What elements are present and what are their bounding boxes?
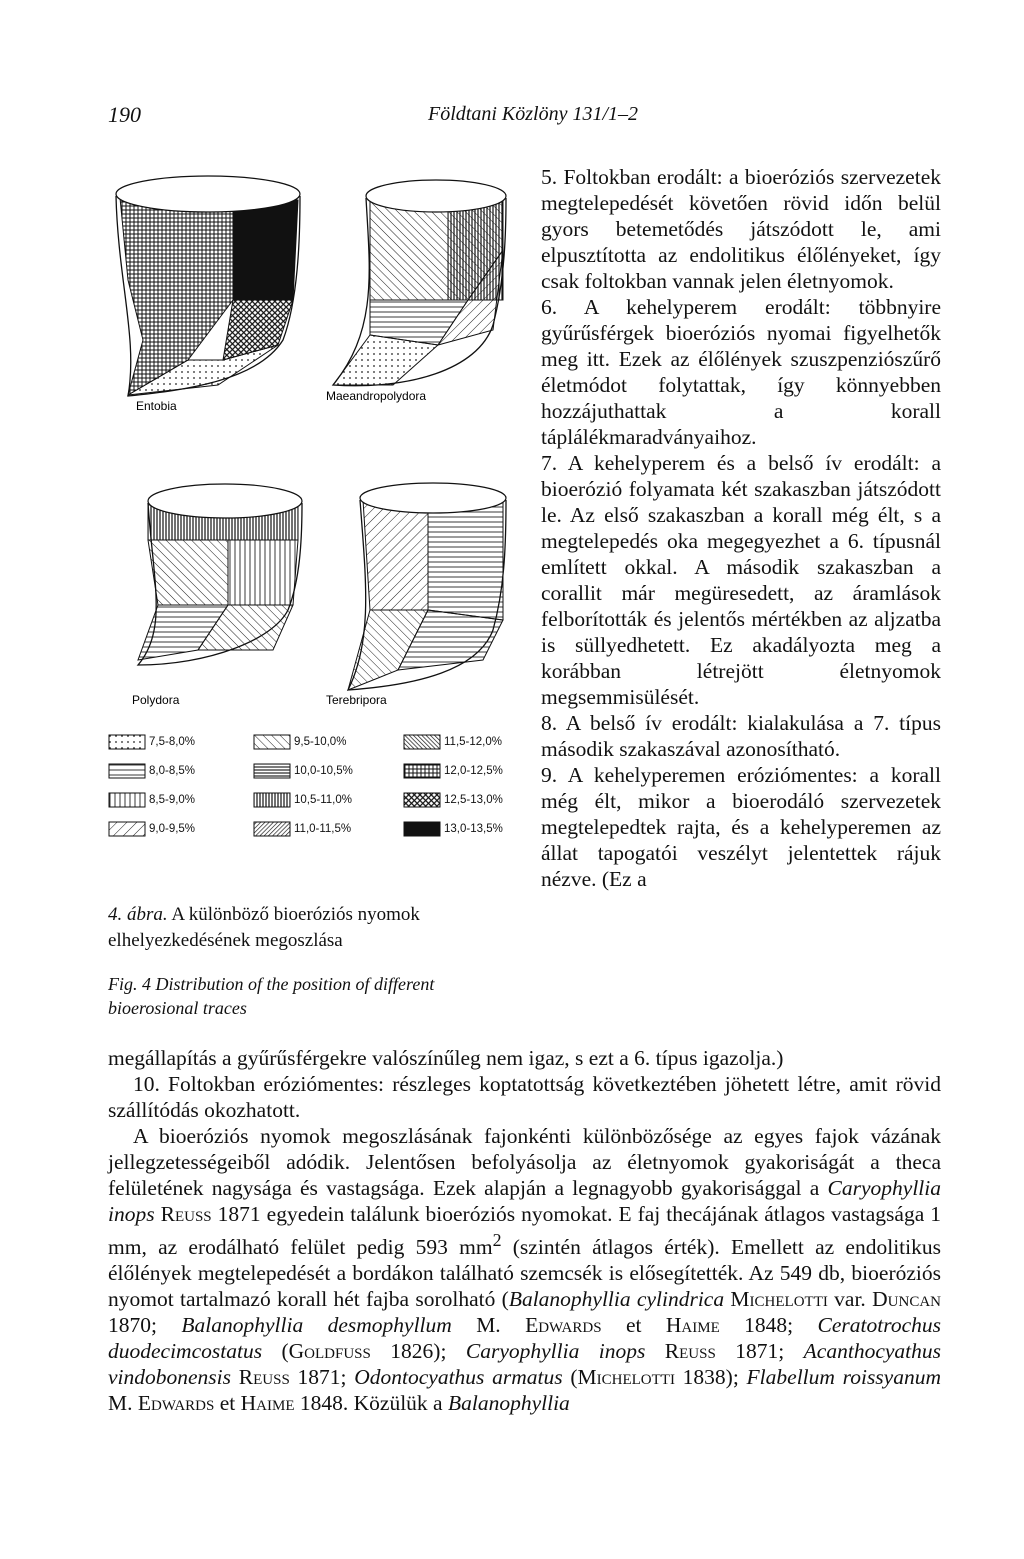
page-number: 190 bbox=[108, 102, 141, 127]
legend-item bbox=[403, 734, 533, 750]
caption-text: A különböző bioeróziós nyomok elhelyezkedésének megoszlása bbox=[108, 904, 420, 951]
legend-item bbox=[108, 792, 253, 808]
legend-item bbox=[403, 821, 533, 837]
text-run: et bbox=[601, 1313, 666, 1338]
legend-label: 10,5-11,0% bbox=[294, 794, 352, 806]
legend-item bbox=[403, 763, 533, 779]
right-column-text bbox=[541, 164, 941, 892]
author-name: Reuss bbox=[160, 1202, 212, 1226]
text-run: 1848; bbox=[719, 1313, 818, 1338]
legend-swatch bbox=[253, 792, 291, 808]
text-run: A bioeróziós nyomok megoszlásának fajonkénti különbözősége az egyes fajok vázának jellegzetességeiből adódik. Jelentősen befolyásolja az életnyomok gyakoriságát a theca felületének nagysága és vastagsága. Ezek alapján a legnagyobb gyakorisággal a bbox=[108, 1124, 941, 1200]
author-name: Reuss bbox=[238, 1365, 290, 1390]
coral-diagram-maeandropolydora bbox=[333, 180, 506, 386]
species-name: Caryophyllia inops bbox=[465, 1339, 646, 1364]
paragraph-item-6: 6. A kehelyperem erodált: többnyire gyűrűsférgek bioeróziós nyomai figyelhetők meg itt. Ezek az élőlények szuszpenziószűrő életmódot folytattak, így könnyebben hozzájuthattak a korall táplálékmaradványaihoz. bbox=[541, 295, 941, 449]
legend-swatch bbox=[403, 734, 441, 750]
legend-label: 11,0-11,5% bbox=[294, 823, 352, 835]
species-name: Odontocyathus armatus bbox=[354, 1365, 563, 1390]
legend-label: 12,5-13,0% bbox=[444, 794, 503, 806]
coral-diagram-terebripora bbox=[348, 483, 506, 690]
paragraph-item-9-continued: megállapítás a gyűrűsférgekre valószínűleg nem igaz, s ezt a 6. típus igazolja.) bbox=[108, 1046, 784, 1070]
author-name: Michelotti bbox=[577, 1365, 675, 1390]
legend-label: 8,5-9,0% bbox=[149, 794, 196, 806]
paragraph-item-9: 9. A kehelyperemen eróziómentes: a korall még élt, mikor a bioerodáló szervezetek megtelepedtek rajta, és a kehelyperemen az állat tapogatói veszélyt jelentettek rájuk nézve. (Ez a bbox=[541, 763, 941, 891]
legend-label: 10,0-10,5% bbox=[294, 765, 353, 777]
legend-item bbox=[253, 763, 403, 779]
legend-swatch bbox=[108, 763, 146, 779]
legend-item bbox=[108, 734, 253, 750]
legend-swatch bbox=[253, 763, 291, 779]
panel-label-maeandropolydora: Maeandropolydora bbox=[326, 389, 427, 403]
text-run: 1871; bbox=[289, 1365, 355, 1390]
legend-swatch bbox=[403, 763, 441, 779]
legend-item bbox=[253, 821, 403, 837]
paragraph-item-10: 10. Foltokban eróziómentes: részleges koptatottság következtében jöhetett létre, amit rövid szállítódás okozhatott. bbox=[108, 1072, 941, 1122]
legend-label: 8,0-8,5% bbox=[149, 765, 196, 777]
author-name: Duncan bbox=[872, 1287, 941, 1312]
figure-legend bbox=[108, 734, 528, 837]
species-name: Ceratotrochus duodecimcostatus bbox=[108, 1313, 941, 1364]
coral-diagram-entobia bbox=[116, 176, 300, 396]
legend-swatch bbox=[108, 821, 146, 837]
author-name: Reuss bbox=[664, 1339, 716, 1364]
legend-swatch bbox=[108, 734, 146, 750]
species-name: Balanophyllia cylindrica bbox=[508, 1287, 725, 1312]
text-run: ( bbox=[562, 1365, 578, 1390]
species-name: Balanophyllia bbox=[447, 1391, 570, 1416]
legend-label: 9,5-10,0% bbox=[294, 736, 347, 748]
text-run: 1871 egyedein találunk bioeróziós nyomokat. E faj thecájának átlagos vastagsága 1 mm, az erodálható felület pedig 593 mm bbox=[108, 1202, 942, 1260]
paragraph-item-5: 5. Foltokban erodált: a bioeróziós szervezetek megtelepedését követően rövid időn belül gyors betemetődés játszódott le, ami elpusztította az endolitikus élőlényeket, így csak foltokban vannak jelen életnyomok. bbox=[541, 165, 941, 293]
text-run: (szintén átlagos érték). Emellett az endolitikus élőlények megtelepedését a bordákon található szemcsék is elősegítették. Az 549 db, bioeróziós nyomot tartalmazó korall hét fajba sorolható ( bbox=[108, 1235, 941, 1312]
legend-swatch bbox=[253, 734, 291, 750]
paragraph-item-7: 7. A kehelyperem és a belső ív erodált: a bioerózió folyamata két szakaszban játszódott le. Az első szakaszban a korall még élt, s a megtelepedés oka megegyezhet a 6. típusnál említett okkal. A második szakaszban a corallit már megüresedett, az áramlások felborították és jelentős mértékben az aljzatba is süllyedhetett. Ez akadályozta meg a korábban létrejött életnyomok megsemmisülését. bbox=[541, 451, 941, 709]
text-run: et bbox=[214, 1391, 241, 1416]
legend-label: 11,5-12,0% bbox=[444, 736, 502, 748]
species-name: Acanthocyathus vindobonensis bbox=[108, 1339, 941, 1390]
caption-en-text: Distribution of the position of different bioerosional traces bbox=[108, 974, 435, 1018]
legend-swatch bbox=[253, 821, 291, 837]
full-width-text bbox=[108, 1045, 941, 1416]
text-run: 1871; bbox=[715, 1339, 804, 1364]
text-run: var. bbox=[827, 1287, 873, 1312]
species-name: Balanophyllia desmophyllum bbox=[181, 1313, 452, 1338]
legend-swatch bbox=[403, 792, 441, 808]
text-run: ( bbox=[262, 1339, 289, 1364]
author-name: Haime bbox=[665, 1313, 720, 1338]
figure-caption-en bbox=[108, 972, 518, 1020]
text-run bbox=[231, 1365, 239, 1389]
superscript: 2 bbox=[492, 1230, 502, 1250]
text-run: M. bbox=[451, 1313, 526, 1338]
figure-caption-hu bbox=[108, 902, 518, 954]
legend-item bbox=[253, 734, 403, 750]
legend-item bbox=[253, 792, 403, 808]
caption-number: 4. ábra. bbox=[108, 904, 168, 925]
text-run: M. bbox=[108, 1391, 138, 1416]
paragraph-item-8: 8. A belső ív erodált: kialakulása a 7. típus második szakaszával azonosítható. bbox=[541, 711, 941, 761]
text-run bbox=[645, 1339, 664, 1363]
species-name: Flabellum roissyanum bbox=[746, 1365, 941, 1390]
coral-diagram-polydora bbox=[138, 484, 302, 665]
author-name: Edwards bbox=[137, 1391, 215, 1416]
panel-label-polydora: Polydora bbox=[132, 693, 180, 707]
author-name: Edwards bbox=[525, 1313, 602, 1338]
legend-item bbox=[108, 763, 253, 779]
legend-swatch bbox=[108, 792, 146, 808]
legend-label: 13,0-13,5% bbox=[444, 823, 503, 835]
panel-label-entobia: Entobia bbox=[136, 399, 177, 413]
legend-label: 12,0-12,5% bbox=[444, 765, 503, 777]
text-run: 1848. Közülük a bbox=[294, 1391, 448, 1416]
author-name: Haime bbox=[240, 1391, 295, 1416]
journal-title: Földtani Közlöny 131/1–2 bbox=[428, 103, 638, 125]
legend-label: 9,0-9,5% bbox=[149, 823, 196, 835]
legend-item bbox=[108, 821, 253, 837]
legend-item bbox=[403, 792, 533, 808]
legend-swatch bbox=[403, 821, 441, 837]
caption-en-number: Fig. 4 bbox=[108, 974, 151, 994]
paragraph-main bbox=[108, 1123, 941, 1416]
author-name: Goldfuss bbox=[288, 1339, 371, 1364]
panel-label-terebripora: Terebripora bbox=[326, 693, 387, 707]
author-name: Michelotti bbox=[730, 1287, 828, 1312]
species-name: Caryophyllia inops bbox=[108, 1176, 941, 1226]
text-run: 1826); bbox=[370, 1339, 466, 1364]
text-run: 1838); bbox=[674, 1365, 747, 1390]
text-run: 1870; bbox=[108, 1313, 182, 1338]
legend-label: 7,5-8,0% bbox=[149, 736, 196, 748]
